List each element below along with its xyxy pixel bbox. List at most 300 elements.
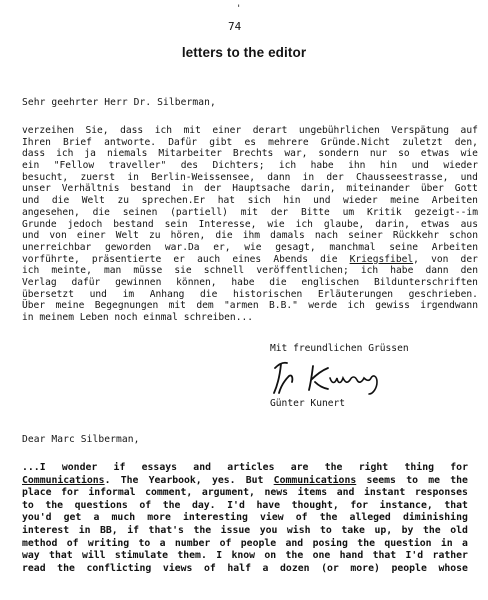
word: day. [191,499,216,511]
word: zu [148,230,161,242]
word: Bitte [300,206,330,218]
word: er [173,253,185,265]
letter1-line: in meinem Leben noch einmal schreiben... [22,312,254,323]
word: die [269,276,287,288]
word: ich [278,160,297,172]
word: wie [267,218,285,230]
word: place [22,487,52,499]
word: unerreichbar [22,241,92,253]
word: are [290,462,309,473]
word: veröffentlichen; [256,265,349,277]
word: the [357,537,375,549]
word: sondern [318,148,359,160]
letter2-line [22,475,468,488]
word: the [324,462,343,473]
letter2-line [22,538,468,551]
word: geworden [104,241,152,253]
word: them. [177,550,207,562]
word: of [139,499,152,511]
word: Ihren [22,136,51,148]
word: schnell [203,265,245,277]
word: items [297,487,328,499]
word: auf [460,125,478,136]
word: Gründe.Nicht [320,136,391,148]
word: dass [22,148,46,160]
word: the [162,499,181,511]
word: I [216,550,223,562]
word: sein [164,218,188,230]
word: much [111,512,136,524]
letter1-line [22,265,478,277]
word: wie [460,148,478,160]
word: that's [148,524,184,536]
word: vorführte, [22,253,80,265]
letter2-line [22,550,468,563]
word: den [460,265,478,277]
word: Brief [63,136,92,148]
word: etwas [420,218,450,230]
word: the [193,524,212,536]
word: thing [404,462,434,473]
word: informal [88,487,136,499]
word: I'd [405,550,424,562]
word: im [122,288,135,300]
word: half [227,562,251,574]
word: hat [217,195,236,207]
word: von [431,253,449,265]
word: wie [244,241,262,253]
word: view [260,512,284,524]
book-title: Kriegsfibel, [349,253,419,265]
word: "armen [224,300,259,312]
word: more [147,512,171,524]
word: Arbeiten [431,195,478,207]
word: bestand [130,183,171,195]
word: on [264,550,277,562]
word: thought, [291,499,339,511]
word: hin [283,195,301,207]
word: schon [449,230,478,242]
word: ein [22,160,40,172]
letter1-line [22,289,478,301]
word: whose [438,562,468,574]
word: old [450,524,468,536]
word: Anhang [149,288,185,300]
journal-title: Communications [273,474,357,486]
letter1-closing: Mit freundlichen Grüssen [270,343,409,354]
word: die [92,206,110,218]
word: zuletzt [402,136,443,148]
letter2-line [22,512,468,525]
word: number [174,537,211,549]
word: Bildunterschriften [373,276,478,288]
word: Dafür [168,136,198,148]
letter1-line [22,195,478,207]
letter1-line [22,254,478,266]
word: if [113,462,126,473]
word: hören, [170,230,206,242]
word: interest [22,524,70,536]
word: yes. [211,474,236,486]
word: geschrieben. [408,288,478,300]
word: conflicting [86,562,152,574]
word: of [219,537,232,549]
word: und [22,230,40,242]
word: gibt [209,136,233,148]
letter1-line [22,160,478,172]
word: seine [389,241,419,253]
word: Sie, [85,125,109,136]
word: instant [363,487,406,499]
word: writing [87,537,130,549]
word: niemals [106,148,148,160]
word: wieder [443,160,478,172]
word: in [302,171,315,183]
word: up, [374,524,393,536]
word: etwas [420,148,450,160]
word: Kritik [367,206,402,218]
word: the [319,512,338,524]
letter1-line [22,172,478,184]
word: a [462,537,468,549]
word: und [22,195,40,207]
letter1-salutation: Sehr geehrter Herr Dr. Silberman, [22,97,216,108]
word: BB, [100,524,118,536]
letter1-line [22,148,478,160]
word: Verspätung [391,125,450,136]
word: The [120,474,139,486]
letter1-line [22,300,478,312]
letter1-line [22,137,478,149]
word: will [81,550,106,562]
word: Berlin-Weissensee, [151,171,256,183]
word: the [422,524,441,536]
word: news [264,487,289,499]
page-number: 74 [228,20,242,33]
word: stimulate [114,550,169,562]
word: Welt [81,195,105,207]
word: the [45,499,64,511]
word: you'd [22,512,52,524]
word: diminishing [402,512,468,524]
letter1-line [22,125,478,137]
word: I'd [227,499,245,511]
word: people [391,562,427,574]
word: me [428,474,440,486]
word: Abends [273,253,308,265]
word: more) [350,562,380,574]
word: of [295,512,308,524]
word: in [127,171,139,183]
word: in [181,183,194,195]
word: ich [360,265,379,277]
word: irgendwann [420,300,478,312]
word: verzeihen [22,125,74,136]
word: people [240,537,277,549]
word: instance, [379,499,433,511]
word: method [22,537,58,549]
word: mit [240,206,259,218]
word: mit [183,125,201,136]
word: jedoch [67,218,103,230]
word: meinte, [51,265,92,277]
word: that [372,550,397,562]
word: nur [369,148,388,160]
word: um [342,206,355,218]
handwritten-signature [265,360,415,396]
word: auch [197,253,221,265]
word: war.Da [164,241,200,253]
word: take [341,524,365,536]
word: for [61,487,79,499]
word: (partiell) [170,206,228,218]
word: bestand [113,218,154,230]
word: Hauptsache [232,183,291,195]
word: Chausseestrasse, [355,171,449,183]
word: ich [22,265,40,277]
word: dem [196,300,214,312]
word: views [162,562,193,574]
word: questions [74,499,128,511]
word: posing [312,537,348,549]
word: die [215,230,233,242]
word: sich [247,195,271,207]
word: that [444,499,468,511]
letter1-line [22,219,478,231]
letter1-line [22,183,478,195]
word: to [138,537,151,549]
word: seems [366,474,396,486]
word: "Fellow [53,160,95,172]
word: Rückkehr [392,230,440,242]
word: dann [267,171,291,183]
word: gewiss [375,300,410,312]
word: historischen [232,288,303,300]
word: ich [154,125,173,136]
word: B.B." [269,300,298,312]
letter2-line [22,500,468,513]
word: der [270,206,289,218]
word: ihm [242,230,261,242]
word: of [66,537,79,549]
word: Mitarbeiter [158,148,222,160]
word: Yearbook, [148,474,202,486]
word: the [285,550,304,562]
word: Arbeiten [431,241,478,253]
word: und [411,160,429,172]
word: essays [141,462,178,473]
word: right [358,462,389,473]
word: But [245,474,264,486]
word: und [460,171,478,183]
word: mit [168,300,186,312]
word: dass [120,125,144,136]
word: den, [454,136,478,148]
word: sprechen.Er [141,195,206,207]
word: glaube, [323,218,365,230]
word: that [49,550,73,562]
word: die [51,195,70,207]
word: Erläuterungen [317,288,394,300]
word: mehrere [268,136,309,148]
word: seiner [348,230,383,242]
word: ihn [348,160,366,172]
word: of [204,562,216,574]
word: aus [460,218,478,230]
letter1-line [22,230,478,242]
word: gewinnen [115,276,162,288]
word: müsse [133,265,163,277]
word: eines [232,253,262,265]
word: know [231,550,256,562]
word: to [406,474,418,486]
word: way [22,550,40,562]
word: argument, [201,487,255,499]
word: in [78,524,91,536]
word: darin, [300,183,336,195]
word: war, [284,148,308,160]
word: damals [270,230,305,242]
word: for [450,462,468,473]
word: die [320,253,338,265]
word: der [326,171,344,183]
letter1-signer: Günter Kunert [270,398,346,409]
word: the [57,562,75,574]
word: Brechts [232,148,274,160]
word: comment, [145,487,193,499]
word: dann [425,265,449,277]
letter2-line [22,563,468,576]
letter2-body [22,462,468,575]
word: nach [314,230,338,242]
word: einer [76,230,106,242]
word: präsentierte [91,253,162,265]
word: in [440,537,453,549]
word: darin, [375,218,410,230]
word: seinen [122,206,158,218]
word: manchmal [329,241,376,253]
word: rather [432,550,468,562]
word: and [336,487,355,499]
word: by [401,524,414,536]
word: der [204,183,222,195]
word: alleged [349,512,391,524]
word: one [312,550,331,562]
word: have [256,499,281,511]
word: you [259,524,278,536]
word: die [200,288,218,300]
word: zuerst [80,171,116,183]
word: meine [390,195,420,207]
word: Über [22,300,46,312]
word: Verhältnis [61,183,120,195]
word: werde [308,300,338,312]
word: Welt [115,230,139,242]
letter1-body [22,125,478,324]
word: von [49,230,67,242]
word: responses [414,487,468,499]
word: for [350,499,369,511]
word: und [89,288,107,300]
word: (or [321,562,339,574]
word: ich [347,300,365,312]
word: Begegnungen [94,300,159,312]
letter2-line [22,462,468,475]
word: the [450,474,468,486]
word: if [127,524,140,536]
word: question [384,537,432,549]
word: habe [310,160,334,172]
word: and [285,537,304,549]
word: wish [286,524,311,536]
word: ja [84,148,96,160]
word: Verlag [22,276,57,288]
word: Grunde [22,218,57,230]
word: des [180,160,199,172]
letter2-salutation: Dear Marc Silberman, [22,434,140,445]
word: and [193,462,211,473]
word: to [22,499,34,511]
word: hin [379,160,398,172]
journal-title: Communications. [22,474,111,486]
word: a [262,562,269,574]
word: a [93,512,100,524]
word: traveller" [108,160,167,172]
word: articles [227,462,275,473]
word: man [103,265,122,277]
word: unser [22,183,51,195]
word: issue [220,524,251,536]
word: er, [213,241,231,253]
word: und [313,195,331,207]
word: sie [174,265,192,277]
word: es [244,136,257,148]
word: besucht, [22,171,69,183]
word: derart [252,125,288,136]
letter1-line [22,277,478,289]
word: einer [212,125,242,136]
word: der [460,253,478,265]
word: habe [231,276,255,288]
word: Gott [454,183,478,195]
word: antworte. [104,136,157,148]
word: können, [176,276,217,288]
word: übersetzt [22,288,74,300]
word: angesehen, [22,206,80,218]
word: a [159,537,166,549]
letter1-line [22,207,478,219]
word: gezeigt--im [414,206,478,218]
word: ungebührlichen [298,125,380,136]
word: zu [117,195,130,207]
word: ...I [22,462,46,473]
word: wieder [343,195,378,207]
word: habe [390,265,414,277]
word: englischen [301,276,360,288]
letter2-line [22,525,468,538]
letter1-line [22,242,478,254]
word: wonder [61,462,98,473]
word: interesting [183,512,248,524]
top-mark: ' [236,4,242,14]
word: ich [56,148,74,160]
word: get [63,512,82,524]
word: ich [295,218,313,230]
word: Interesse, [198,218,257,230]
word: dozen [280,562,310,574]
word: über [420,183,444,195]
letter2-line [22,487,468,500]
